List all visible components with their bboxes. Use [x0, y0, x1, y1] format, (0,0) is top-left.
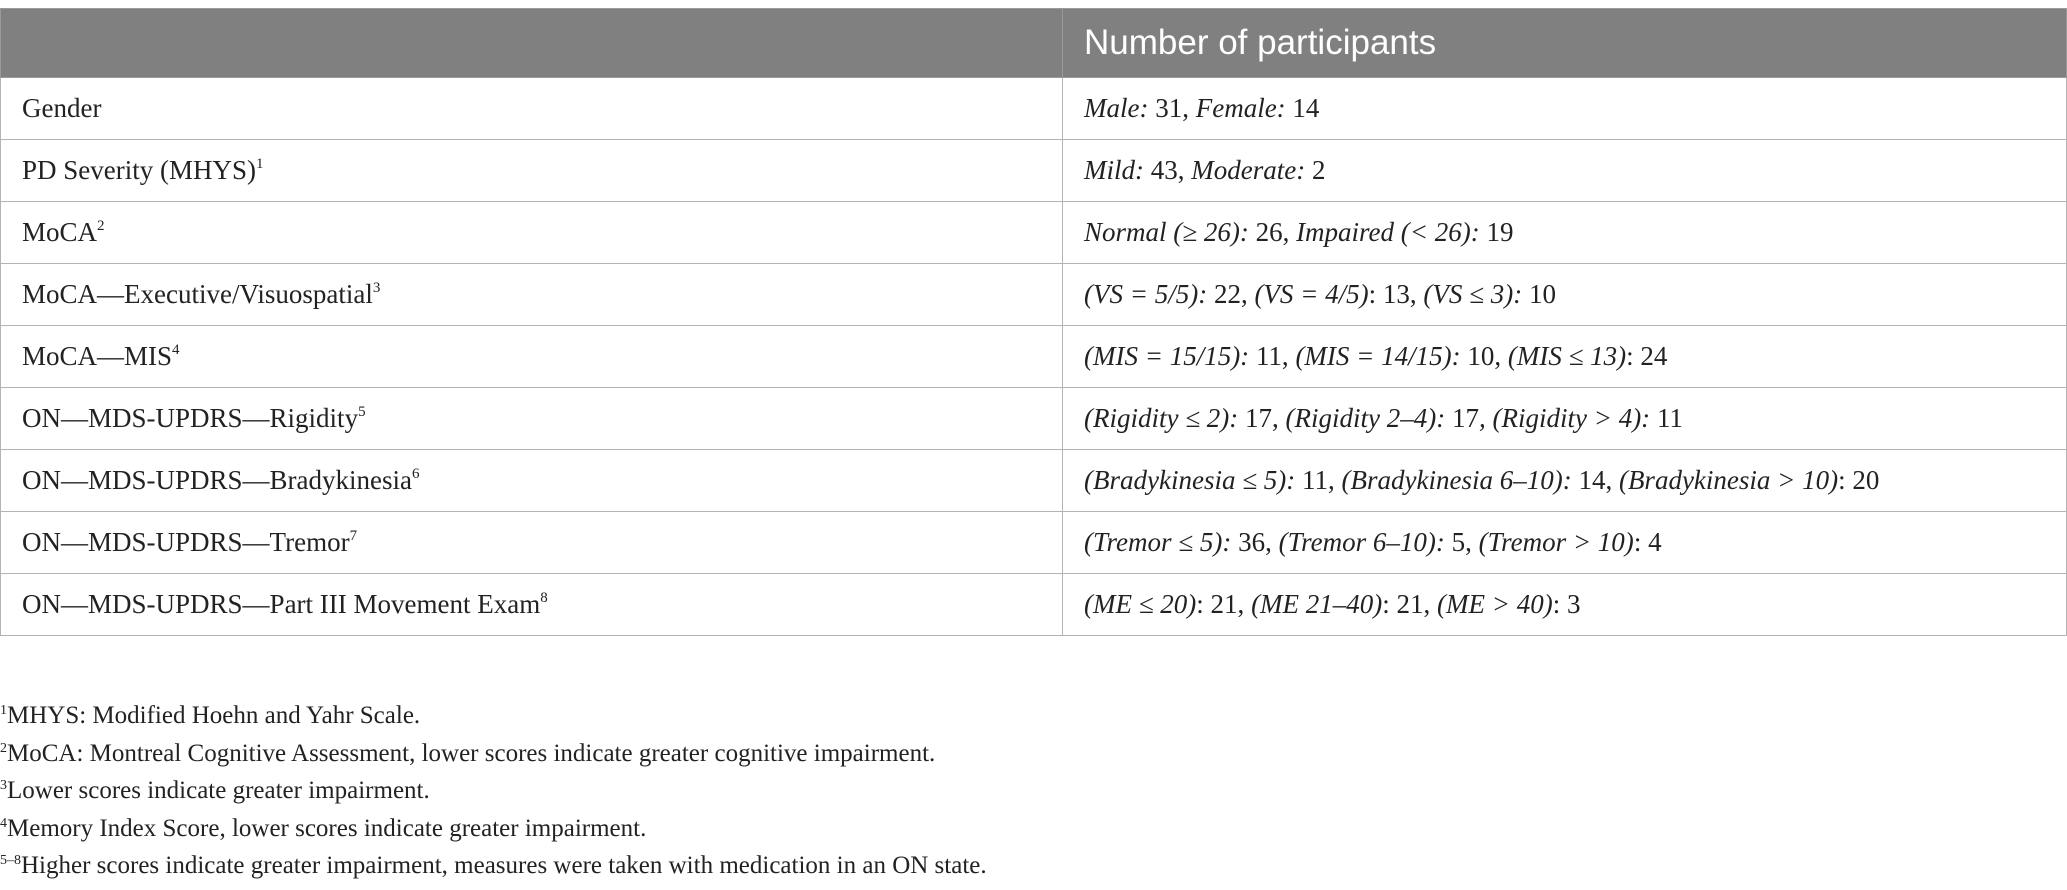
footnote-mark: 4 [0, 815, 7, 831]
category-count: 10 [1522, 279, 1556, 309]
row-measure-label: ON—MDS-UPDRS—Part III Movement Exam [22, 589, 541, 619]
category-count: 5, [1444, 527, 1479, 557]
table-row [1, 388, 2067, 450]
row-measure-label: ON—MDS-UPDRS—Bradykinesia [22, 465, 413, 495]
category-label: (Bradykinesia > 10) [1618, 465, 1839, 495]
category-label: Moderate: [1191, 155, 1306, 185]
category-count: 22, [1207, 279, 1255, 309]
category-label: Female: [1195, 93, 1286, 123]
category-count: 11, [1249, 341, 1296, 371]
category-count: 19 [1479, 217, 1514, 247]
category-label: Normal (≥ 26): [1084, 217, 1249, 247]
category-count: 10, [1460, 341, 1508, 371]
category-label: (Tremor ≤ 5): [1084, 527, 1232, 557]
category-count: 17, [1238, 403, 1286, 433]
category-count: : 13, [1368, 279, 1424, 309]
row-participants-cell [1063, 574, 2067, 636]
category-label: (Rigidity 2–4): [1285, 403, 1446, 433]
table-body [1, 78, 2067, 636]
category-count: : 20 [1838, 465, 1880, 495]
category-count: 43, [1144, 155, 1192, 185]
footnote-mark: 5–8 [0, 853, 21, 868]
row-measure-cell [1, 202, 1063, 264]
table-row [1, 264, 2067, 326]
category-label: (MIS = 14/15): [1295, 341, 1461, 371]
table-footnotes [0, 697, 987, 885]
row-measure-cell [1, 326, 1063, 388]
footnote [0, 810, 987, 848]
table-row [1, 202, 2067, 264]
category-count: : 4 [1633, 527, 1662, 557]
row-measure-cell [1, 512, 1063, 574]
row-participants-cell [1063, 140, 2067, 202]
category-label: (VS = 5/5): [1084, 279, 1208, 309]
row-participants-cell [1063, 388, 2067, 450]
category-count: : 24 [1626, 341, 1668, 371]
footnote-text: MHYS: Modified Hoehn and Yahr Scale. [7, 702, 421, 729]
footnote-text: Lower scores indicate greater impairment. [7, 777, 430, 804]
category-count: 2 [1305, 155, 1326, 185]
category-label: (VS = 4/5) [1254, 279, 1369, 309]
category-label: (Tremor 6–10): [1278, 527, 1445, 557]
row-measure-cell [1, 574, 1063, 636]
footnote [0, 735, 987, 773]
row-participants-cell [1063, 450, 2067, 512]
category-label: , (Rigidity > 4): [1479, 403, 1651, 433]
footnote [0, 772, 987, 810]
footnote-marker: 3 [372, 280, 381, 296]
table-header-row [1, 9, 2067, 78]
table-row [1, 512, 2067, 574]
category-label: Male: [1084, 93, 1149, 123]
footnote-mark: 3 [0, 778, 7, 793]
category-count: 11, [1295, 465, 1342, 495]
table-row [1, 450, 2067, 512]
category-count: 36, [1231, 527, 1279, 557]
footnote-mark: 1 [0, 703, 7, 718]
footnote [0, 847, 987, 885]
footnote-text: Higher scores indicate greater impairment, measures were taken with medication in an ON state. [21, 852, 987, 879]
row-participants-cell [1063, 326, 2067, 388]
category-label: (Rigidity ≤ 2): [1084, 403, 1239, 433]
row-participants-cell [1063, 512, 2067, 574]
header-measure [1, 9, 1063, 78]
footnote-text: Memory Index Score, lower scores indicate greater impairment. [7, 814, 647, 842]
row-measure-label: PD Severity (MHYS) [22, 155, 256, 185]
category-count: 14 [1285, 93, 1320, 123]
table-row [1, 140, 2067, 202]
category-count: 26, [1248, 217, 1297, 247]
row-measure-label: ON—MDS-UPDRS—Tremor [22, 527, 350, 557]
row-measure-label: MoCA—Executive/Visuospatial [22, 279, 373, 309]
row-measure-cell [1, 78, 1063, 140]
row-measure-cell [1, 450, 1063, 512]
footnote-marker: 4 [172, 342, 180, 358]
category-count: 14, [1571, 465, 1619, 495]
row-participants-cell [1063, 78, 2067, 140]
category-label: (Bradykinesia ≤ 5): [1084, 465, 1296, 495]
category-count: : 21, [1196, 589, 1252, 619]
row-measure-cell [1, 140, 1063, 202]
row-measure-label: Gender [22, 93, 102, 123]
category-count: : 21, [1382, 589, 1438, 619]
row-measure-label: MoCA—MIS [22, 341, 173, 371]
category-label: Mild: [1084, 155, 1144, 185]
row-measure-label: MoCA [22, 217, 98, 247]
header-number-of-participants: Number of participants [1063, 9, 2067, 78]
category-label: (ME ≤ 20) [1084, 589, 1197, 619]
row-measure-label: ON—MDS-UPDRS—Rigidity [22, 403, 359, 433]
table-row [1, 78, 2067, 140]
row-measure-cell [1, 264, 1063, 326]
table-row [1, 574, 2067, 636]
category-label: (Tremor > 10) [1478, 527, 1634, 557]
footnote-marker: 1 [256, 156, 264, 172]
category-count: 31, [1148, 93, 1196, 123]
category-count: 11 [1650, 403, 1683, 433]
footnote-marker: 2 [97, 218, 105, 234]
footnote-marker: 6 [412, 466, 420, 482]
footnote-mark: 2 [0, 740, 7, 756]
footnote-text: MoCA: Montreal Cognitive Assessment, lower scores indicate greater cognitive impairment. [7, 739, 936, 767]
category-label: (MIS ≤ 13) [1507, 341, 1627, 371]
category-label: (VS ≤ 3): [1423, 279, 1523, 309]
category-count: 17 [1445, 403, 1479, 433]
category-label: (MIS = 15/15): [1084, 341, 1250, 371]
row-measure-cell [1, 388, 1063, 450]
row-participants-cell [1063, 202, 2067, 264]
footnote-marker: 5 [358, 404, 366, 420]
category-label: (ME 21–40) [1251, 589, 1383, 619]
participants-table-container [0, 8, 2066, 636]
row-participants-cell [1063, 264, 2067, 326]
footnote-marker: 7 [349, 528, 358, 544]
footnote [0, 697, 987, 735]
category-label: (Bradykinesia 6–10): [1341, 465, 1572, 495]
participants-table [0, 8, 2067, 636]
category-label: Impaired (< 26): [1296, 217, 1480, 247]
category-count: : 3 [1552, 589, 1581, 619]
category-label: (ME > 40) [1437, 589, 1553, 619]
table-row [1, 326, 2067, 388]
footnote-marker: 8 [540, 590, 548, 606]
